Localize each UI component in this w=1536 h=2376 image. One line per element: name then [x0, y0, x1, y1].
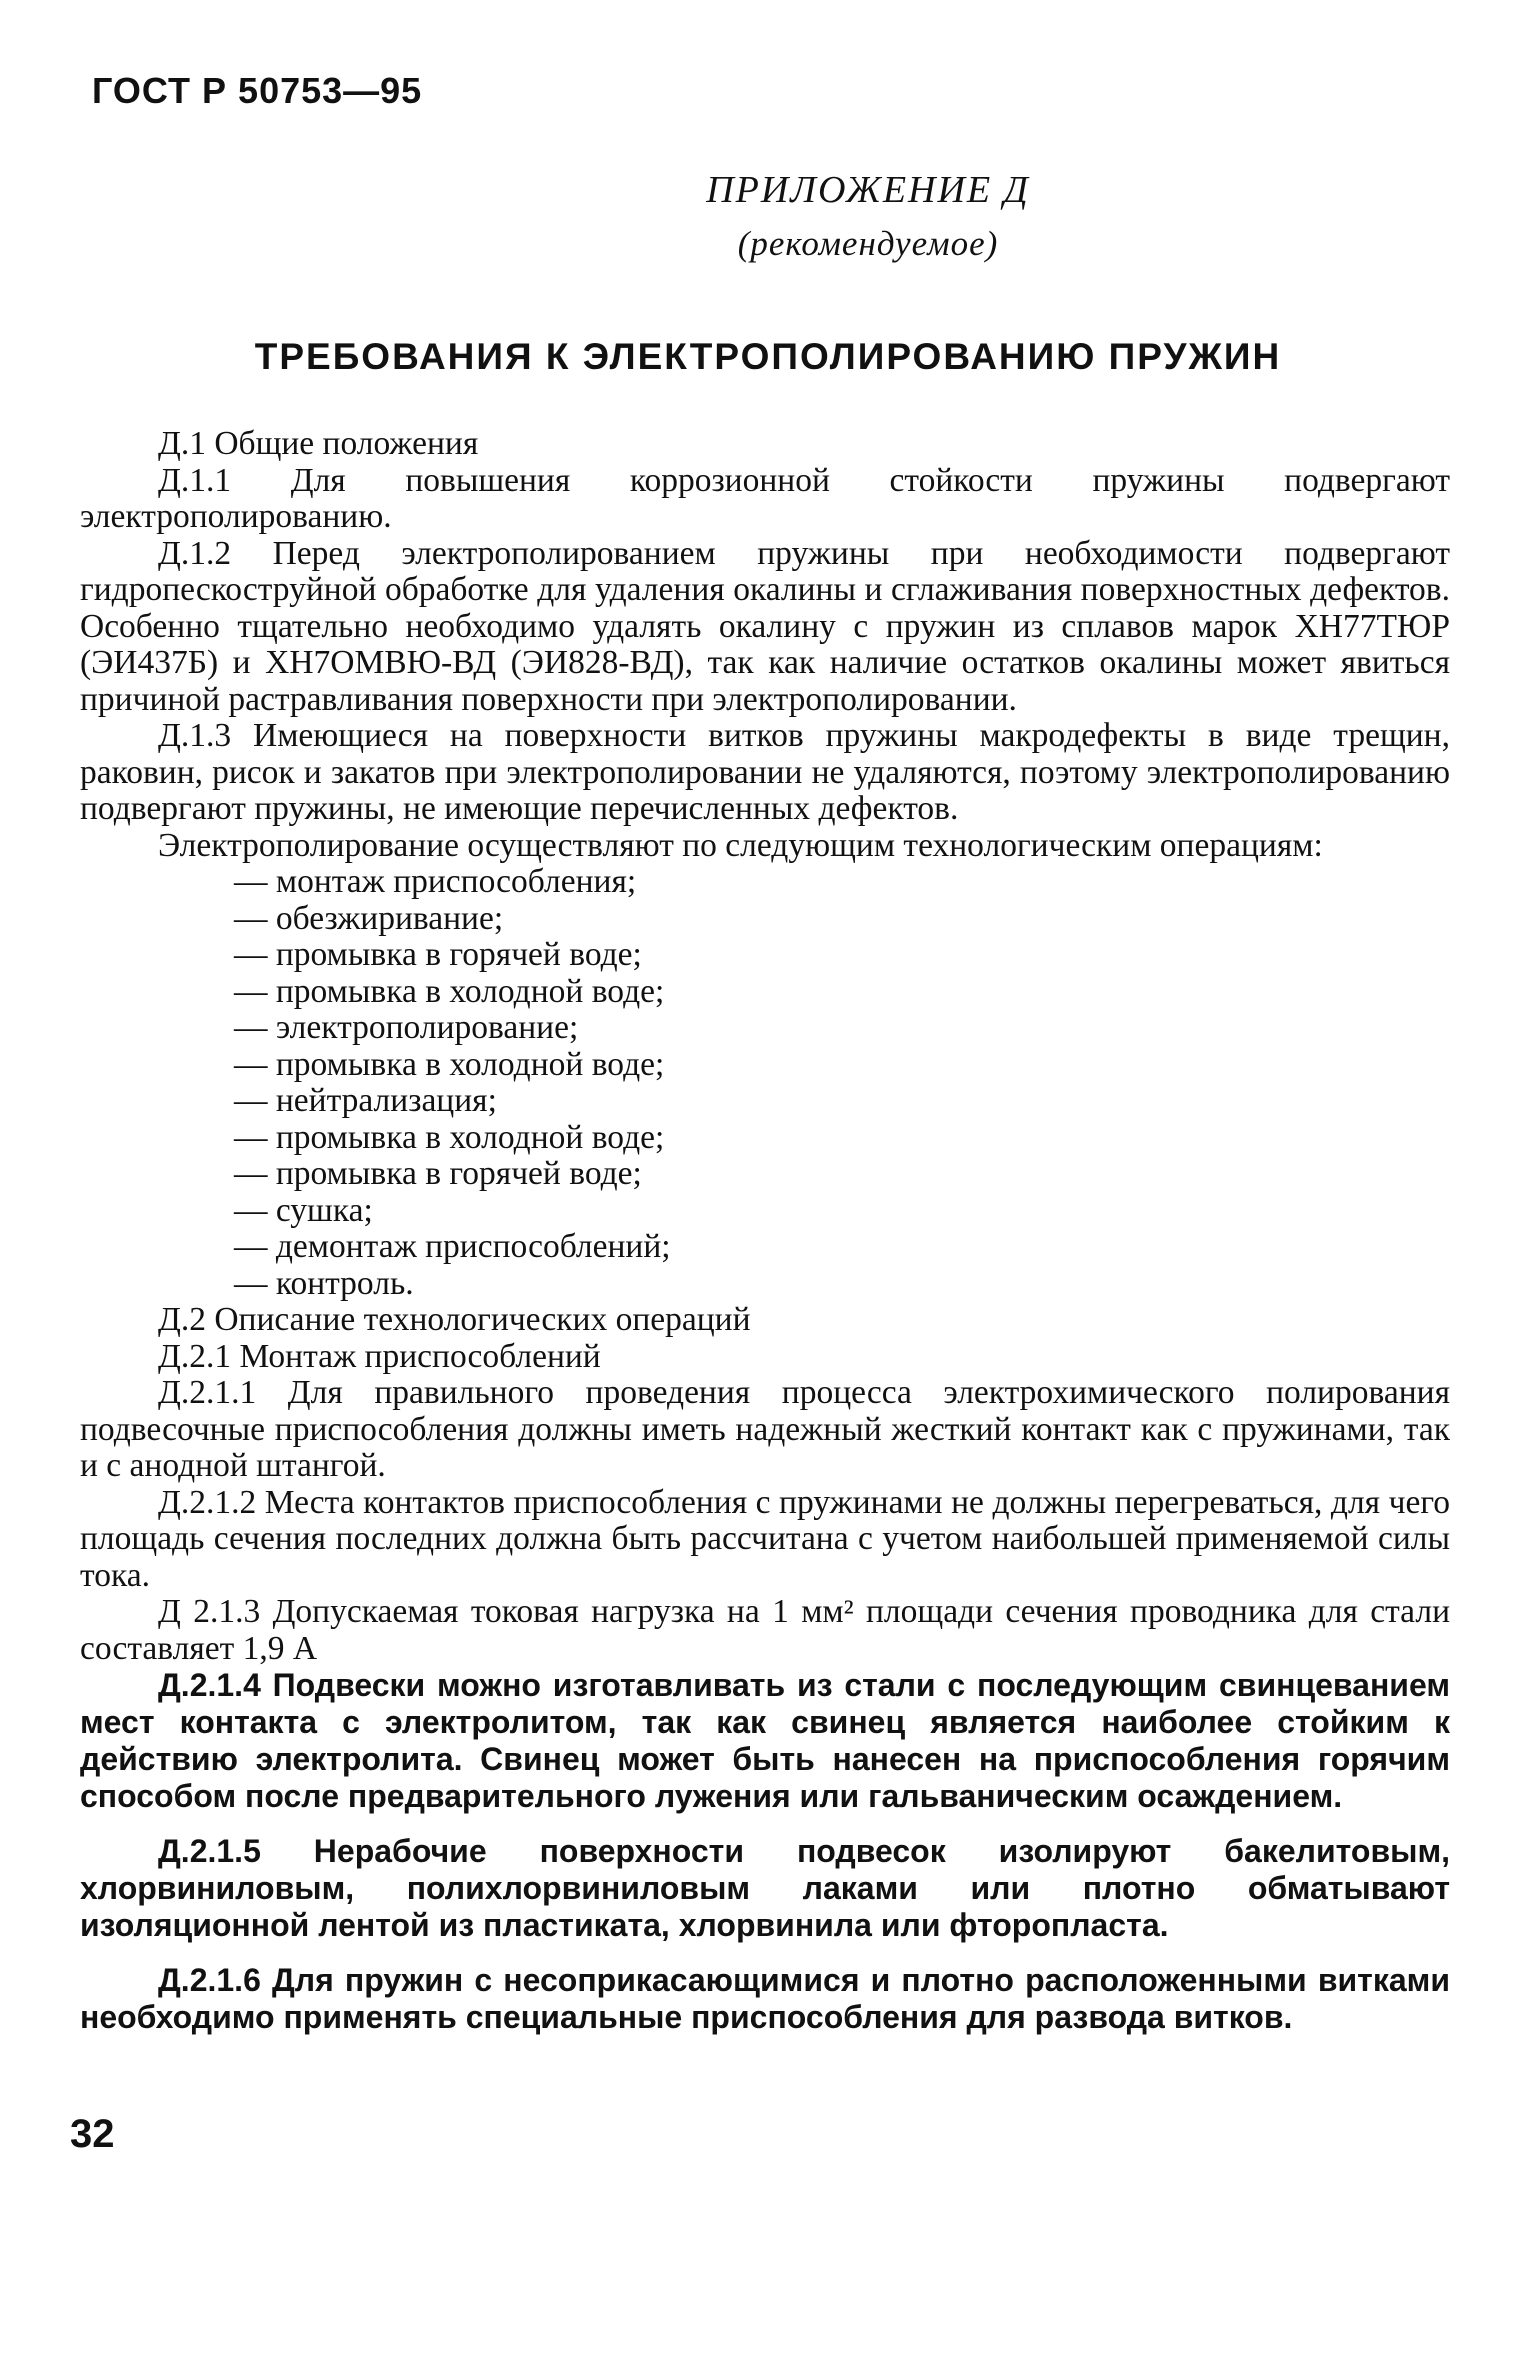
- list-item: — промывка в холодной воде;: [234, 1118, 665, 1156]
- paragraph: Д.1.1 Для повышения коррозионной стойкости пружины подвергают электрополированию.: [80, 461, 1450, 535]
- paragraph: Д 2.1.3 Допускаемая токовая нагрузка на 1 мм² площади сечения проводника для стали составляет 1,9 А: [80, 1593, 1450, 1667]
- paragraph: Д.2.1.5 Нерабочие поверхности подвесок изолируют бакелитовым, хлорвиниловым, полихлорвиниловым лаками или плотно обматывают изоляционной лентой из пластиката, хлорвинила или фторопласта.: [80, 1833, 1450, 1943]
- list-item: — электрополирование;: [234, 1009, 579, 1046]
- paragraph: Д.1 Общие положения: [158, 425, 479, 462]
- paragraph: Д.2.1.4 Подвески можно изготавливать из стали с последующим свинцеванием мест контакта с электролитом, так как свинец является наиболее стойким к действию электролита. Свинец может быть нанесен на приспособления горячим способом после предварительного лужения или гальваническим осаждением.: [80, 1667, 1450, 1814]
- document-header: ГОСТ Р 50753—95: [92, 70, 423, 111]
- list-item: — промывка в холодной воде;: [234, 1045, 665, 1083]
- paragraph: Д.2.1.6 Для пружин с несоприкасающимися и плотно расположенными витками необходимо применять специальные приспособления для развода витков.: [80, 1962, 1450, 2035]
- subsection-heading: Д.2 Описание технологических операций: [158, 1301, 751, 1338]
- section-title: ТРЕБОВАНИЯ К ЭЛЕКТРОПОЛИРОВАНИЮ ПРУЖИН: [254, 336, 1282, 377]
- list-item: — промывка в горячей воде;: [234, 1155, 642, 1192]
- paragraph: Д.1.3 Имеющиеся на поверхности витков пружины макродефекты в виде трещин, раковин, рисок и закатов при электрополировании не удаляются, поэтому электрополированию подвергают пружины, не имеющие перечисленных дефектов.: [80, 717, 1450, 827]
- list-item: — обезжиривание;: [234, 899, 504, 937]
- list-item: — демонтаж приспособлений;: [234, 1228, 671, 1265]
- paragraph: Электрополирование осуществляют по следующим технологическим операциям:: [158, 826, 1323, 864]
- paragraph: Д.2.1.2 Места контактов приспособления с пружинами не должны перегреваться, для чего площадь сечения последних должна быть рассчитана с учетом наибольшей применяемой силы тока.: [80, 1483, 1450, 1594]
- list-item: — контроль.: [234, 1264, 414, 1302]
- list-item: — монтаж приспособления;: [234, 863, 637, 900]
- list-item: — нейтрализация;: [234, 1082, 497, 1119]
- paragraph: Д.2.1.1 Для правильного проведения процесса электрохимического полирования подвесочные приспособления должны иметь надежный жесткий контакт как с пружинами, так и с анодной штангой.: [80, 1374, 1450, 1484]
- list-item: — промывка в холодной воде;: [234, 972, 665, 1010]
- document-body: [80, 426, 1450, 2036]
- page-number: 32: [70, 2112, 115, 2156]
- paragraph: Д.1.2 Перед электрополированием пружины при необходимости подвергают гидропескоструйной обработке для удаления окалины и сглаживания поверхностных дефектов. Особенно тщательно необходимо удалять окалину с пружин из сплавов марок ХН77ТЮР (ЭИ437Б) и ХН7ОМВЮ-ВД (ЭИ828-ВД), так как наличие остатков окалины может явиться причиной растравливания поверхности при электрополировании.: [80, 534, 1450, 718]
- appendix-title: ПРИЛОЖЕНИЕ Д: [706, 169, 1030, 211]
- list-item: — промывка в горячей воде;: [234, 936, 642, 973]
- appendix-note: (рекомендуемое): [737, 224, 999, 263]
- list-item: — сушка;: [234, 1191, 373, 1229]
- subsection-heading: Д.2.1 Монтаж приспособлений: [158, 1337, 601, 1375]
